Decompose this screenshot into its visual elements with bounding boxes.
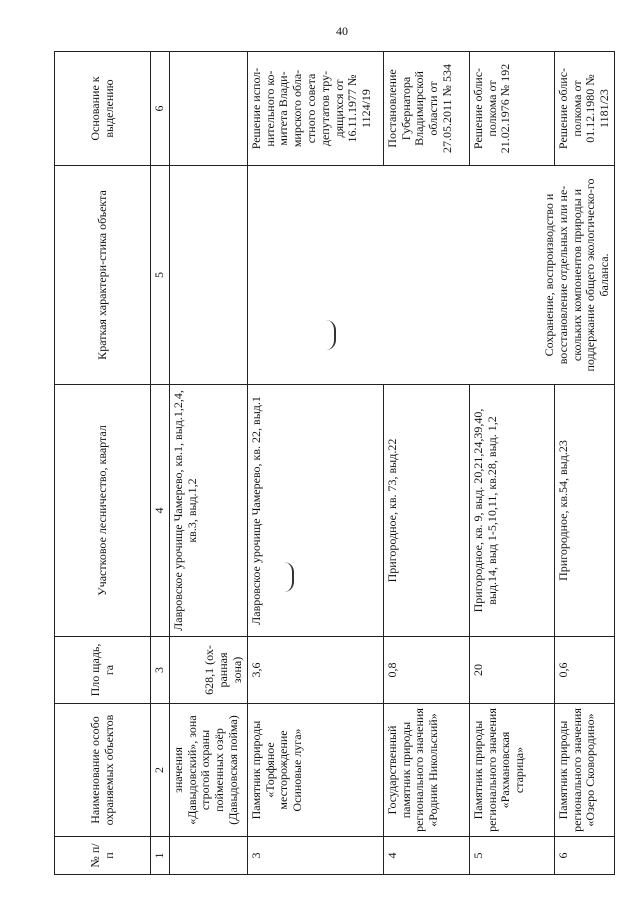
allocation-basis: Решение испол-нительного ко-митета Влади-мирского обла-стного совета депутатов тру-дящихся от 16.11.1977 № 1124/19: [247, 52, 383, 166]
col-number: 6: [151, 52, 170, 166]
row-num: 6: [554, 837, 614, 875]
header-forestry: Участковое лесничество, квартал: [55, 385, 151, 637]
header-num: № п/п: [55, 837, 151, 875]
object-area: 0,6: [554, 637, 614, 704]
allocation-basis: Постановление Губернатора Владимирской области от 27.05.2011 № 534: [383, 52, 469, 166]
forestry-quarter: Пригородное, кв. 73, выд.22: [383, 385, 469, 637]
col-number: 1: [151, 837, 170, 875]
object-name: значения «Давыдовский», зона строгой охраны пойменных озёр (Давыдовская пойма): [169, 704, 247, 837]
header-name: Наименование особо охраняемых объектов: [55, 704, 151, 837]
header-basis: Основание к выделению: [55, 52, 151, 166]
header-characteristic: Краткая характери-стика объекта: [55, 166, 151, 385]
forestry-quarter: Пригородное, кв. 9, выд. 20,21,24,39,40, выд.14, выд 1-5,10,11, кв.28, выд. 1,2: [469, 385, 554, 637]
table-header-row: [55, 52, 151, 875]
protected-objects-table: [54, 51, 615, 875]
allocation-basis: [169, 52, 247, 166]
col-number: 5: [151, 166, 170, 385]
col-number: 2: [151, 704, 170, 837]
object-name: Памятник природы «Торфяное месторождение Осиновые луга»: [247, 704, 383, 837]
row-num: 3: [247, 837, 383, 875]
allocation-basis: Решение облис-полкома от 21.02.1976 № 192: [469, 52, 554, 166]
table-row: [247, 52, 383, 875]
document-table-area: [54, 52, 612, 875]
page-number: 40: [336, 24, 348, 38]
table-row: [169, 52, 247, 875]
object-area: 20: [469, 637, 554, 704]
rotated-table-container: [54, 52, 612, 875]
forestry-quarter: Пригородное, кв.54, выд.23: [554, 385, 614, 637]
row-num: 5: [469, 837, 554, 875]
merged-characteristic: Сохранение, воспроизводство и восстановление отдельных или не-скольких компонентов природы и поддержание общего экологическо-го баланса.: [247, 166, 614, 385]
object-name: Памятник природы регионального значения «Рахмановская старица»: [469, 704, 554, 837]
col-number: 3: [151, 637, 170, 704]
object-area: 3,6: [247, 637, 383, 704]
object-name: Государственный памятник природы регионального значения «Родник Никольский»: [383, 704, 469, 837]
object-characteristic: [169, 166, 247, 385]
forestry-quarter: Лавровское урочище Чамерево, кв.1, выд.1,2,4, кв.3, выд.1,2: [169, 385, 247, 637]
allocation-basis: Решение облис-полкома от 01.12.1980 № 1181/23: [554, 52, 614, 166]
row-num: [169, 837, 247, 875]
object-area: 0,8: [383, 637, 469, 704]
row-num: 4: [383, 837, 469, 875]
forestry-quarter: Лавровское урочище Чамерево, кв. 22, выд.1: [247, 385, 383, 637]
col-number: 4: [151, 385, 170, 637]
column-number-row: [151, 52, 170, 875]
object-area: 628,1 (ох-ранная зона): [169, 637, 247, 704]
object-name: Памятник природы регионального значения «Озеро Сковородино»: [554, 704, 614, 837]
header-area: Пло щадь, га: [55, 637, 151, 704]
